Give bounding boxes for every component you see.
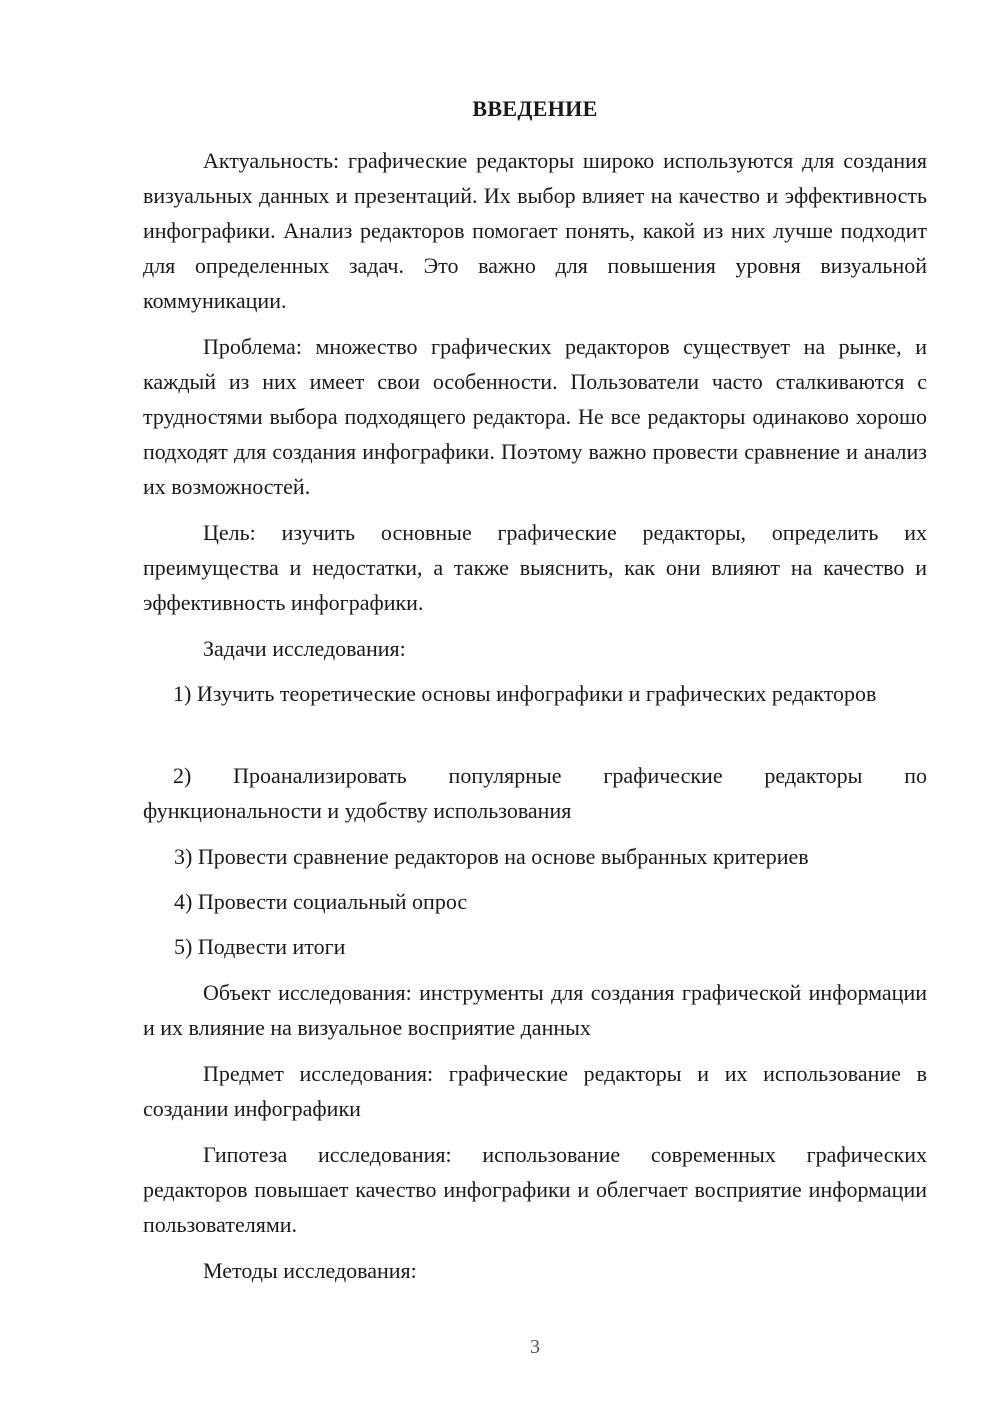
paragraph-hypothesis: Гипотеза исследования: использование современных графических редакторов повышает качество инфографики и облегчает восприятие информации пользователями.	[143, 1142, 927, 1237]
methods-title: Методы исследования:	[203, 1258, 417, 1283]
paragraph-goal: Цель: изучить основные графические редакторы, определить их преимущества и недостатки, а также выяснить, как они влияют на качество и эффективность инфографики.	[143, 520, 927, 615]
paragraph-problem: Проблема: множество графических редакторов существует на рынке, и каждый из них имеет свои особенности. Пользователи часто сталкиваются с трудностями выбора подходящего редактора. Не все редакторы одинаково хорошо подходят для создания инфографики. Поэтому важно провести сравнение и анализ их возможностей.	[143, 334, 927, 499]
task-item-5: 5) Подвести итоги	[174, 934, 346, 959]
paragraph-relevance: Актуальность: графические редакторы широко используются для создания визуальных данных и презентаций. Их выбор влияет на качество и эффективность инфографики. Анализ редакторов помогает понять, какой из них лучше подходит для определенных задач. Это важно для повышения уровня визуальной коммуникации.	[143, 148, 927, 313]
paragraph-object: Объект исследования: инструменты для создания графической информации и их влияние на визуальное восприятие данных	[143, 980, 927, 1040]
task-item-1: 1) Изучить теоретические основы инфографики и графических редакторов	[173, 681, 877, 706]
task-item-3: 3) Провести сравнение редакторов на основе выбранных критериев	[174, 844, 809, 869]
tasks-title: Задачи исследования:	[203, 636, 406, 661]
task-item-4: 4) Провести социальный опрос	[174, 889, 468, 914]
paragraph-subject: Предмет исследования: графические редакторы и их использование в создании инфографики	[143, 1061, 927, 1121]
page-number: 3	[530, 1336, 540, 1358]
task-item-2: 2) Проанализировать популярные графические редакторы по функциональности и удобству использования	[143, 763, 927, 823]
page-heading: ВВЕДЕНИЕ	[472, 96, 598, 121]
